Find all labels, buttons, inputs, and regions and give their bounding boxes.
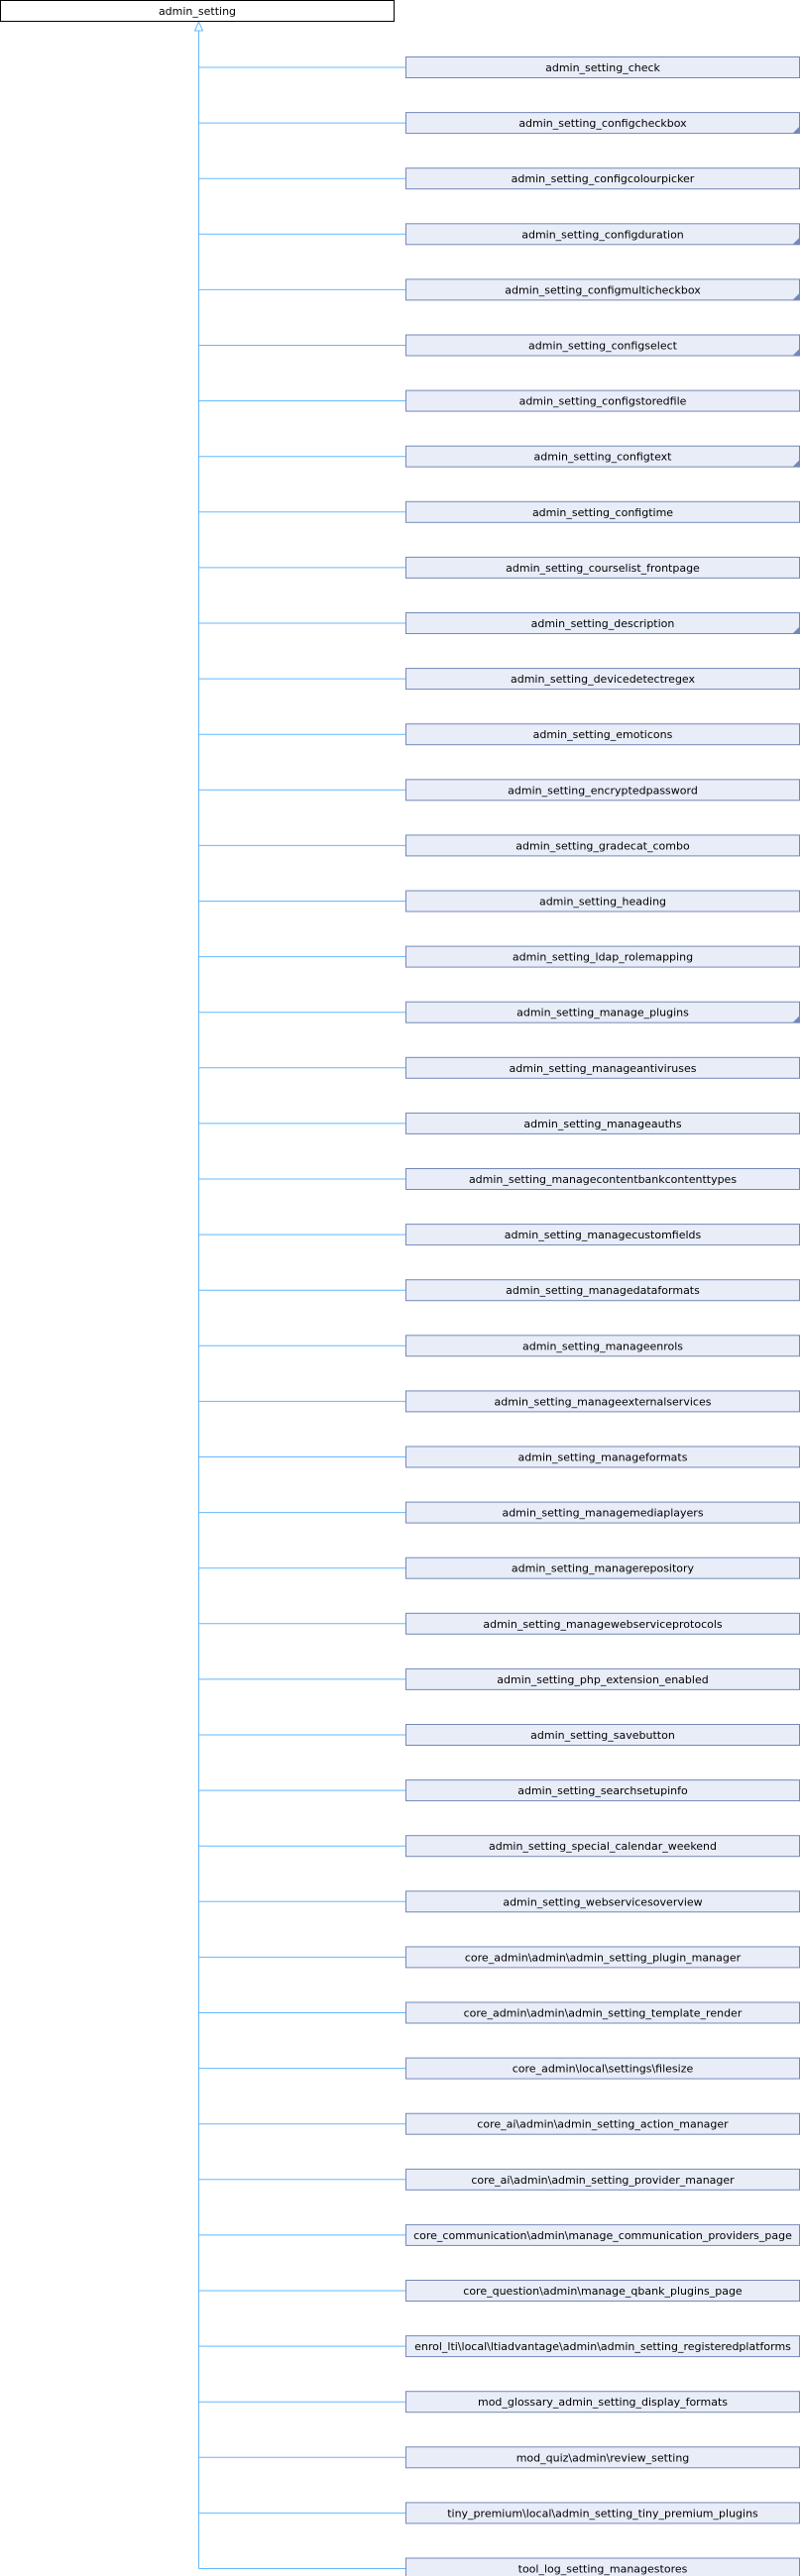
derived-class-label[interactable]: admin_setting_savebutton <box>530 1729 675 1742</box>
derived-class-node[interactable] <box>406 1002 800 1022</box>
derived-class-node[interactable] <box>406 2058 800 2079</box>
derived-class-label[interactable]: admin_setting_configduration <box>521 228 684 242</box>
derived-class-node[interactable] <box>406 1725 800 1746</box>
derived-class-label[interactable]: tool_log_setting_managestores <box>517 2562 688 2576</box>
derived-class-label[interactable]: mod_glossary_admin_setting_display_formats <box>477 2396 729 2410</box>
derived-class-label[interactable]: admin_setting_configtime <box>531 505 674 519</box>
derived-class-node[interactable] <box>406 390 800 411</box>
derived-class-label[interactable]: admin_setting_managerepository <box>511 1561 695 1575</box>
derived-class-label[interactable]: admin_setting_heading <box>538 895 667 909</box>
derived-class-label[interactable]: admin_setting_manageformats <box>517 1450 688 1464</box>
derived-class-label[interactable]: admin_setting_special_calendar_weekend <box>488 1840 718 1854</box>
derived-class-node[interactable] <box>406 501 800 522</box>
derived-class-label[interactable]: admin_setting_description <box>530 617 675 630</box>
derived-class-node[interactable] <box>406 2447 800 2468</box>
derived-class-node[interactable] <box>406 1836 800 1857</box>
derived-class-nodes <box>406 57 800 2576</box>
derived-class-node[interactable] <box>406 1947 800 1968</box>
derived-class-node[interactable] <box>406 1391 800 1412</box>
inheritance-edges <box>195 22 406 2569</box>
derived-class-label[interactable]: admin_setting_manage_plugins <box>516 1006 689 1020</box>
derived-class-node[interactable] <box>406 2169 800 2190</box>
derived-class-label[interactable]: core_communication\admin\manage_communication_providers_page <box>413 2228 792 2242</box>
derived-class-node[interactable] <box>406 1225 800 1245</box>
derived-class-label[interactable]: admin_setting_courselist_frontpage <box>506 561 700 575</box>
derived-class-label[interactable]: core_ai\admin\admin_setting_action_manager <box>477 2117 729 2131</box>
derived-class-node[interactable] <box>406 57 800 78</box>
derived-class-label[interactable]: admin_setting_php_extension_enabled <box>497 1672 709 1686</box>
derived-class-label[interactable]: core_question\admin\manage_qbank_plugins_page <box>463 2285 743 2298</box>
derived-class-node[interactable] <box>406 168 800 189</box>
derived-class-label[interactable]: enrol_lti\local\ltiadvantage\admin\admin_setting_registeredplatforms <box>414 2340 791 2354</box>
derived-class-label[interactable]: admin_setting_managemediaplayers <box>502 1506 704 1520</box>
derived-class-node[interactable] <box>406 279 800 300</box>
derived-class-node[interactable] <box>406 1557 800 1578</box>
derived-class-label[interactable]: admin_setting_configtext <box>533 450 672 464</box>
derived-class-node[interactable] <box>406 2224 800 2245</box>
derived-class-node[interactable] <box>406 1668 800 1689</box>
base-class-node[interactable] <box>1 1 395 22</box>
derived-class-node[interactable] <box>406 780 800 801</box>
derived-class-label[interactable]: tiny_premium\local\admin_setting_tiny_premium_plugins <box>447 2507 758 2521</box>
derived-class-node[interactable] <box>406 1057 800 1078</box>
derived-class-node[interactable] <box>406 2503 800 2523</box>
derived-class-node[interactable] <box>406 113 800 134</box>
derived-class-node[interactable] <box>406 724 800 745</box>
derived-class-label[interactable]: core_admin\admin\admin_setting_plugin_manager <box>464 1951 742 1965</box>
derived-class-node[interactable] <box>406 446 800 467</box>
derived-class-node[interactable] <box>406 2336 800 2357</box>
derived-class-label[interactable]: admin_setting_configcheckbox <box>518 117 687 131</box>
derived-class-label[interactable]: admin_setting_check <box>545 61 660 74</box>
derived-class-label[interactable]: admin_setting_managecustomfields <box>504 1229 702 1242</box>
derived-class-label[interactable]: mod_quiz\admin\review_setting <box>515 2451 690 2465</box>
derived-class-node[interactable] <box>406 2558 800 2576</box>
derived-class-node[interactable] <box>406 1780 800 1801</box>
derived-class-label[interactable]: admin_setting_manageenrols <box>521 1340 684 1353</box>
derived-class-node[interactable] <box>406 335 800 356</box>
derived-class-node[interactable] <box>406 891 800 912</box>
derived-class-node[interactable] <box>406 1447 800 1467</box>
derived-class-label[interactable]: admin_setting_encryptedpassword <box>508 784 698 798</box>
derived-class-node[interactable] <box>406 557 800 578</box>
derived-class-node[interactable] <box>406 1336 800 1356</box>
derived-class-node[interactable] <box>406 2002 800 2023</box>
derived-class-label[interactable]: admin_setting_emoticons <box>532 728 673 742</box>
derived-class-node[interactable] <box>406 2113 800 2134</box>
derived-class-node[interactable] <box>406 1613 800 1634</box>
derived-class-node[interactable] <box>406 1891 800 1912</box>
derived-class-node[interactable] <box>406 669 800 690</box>
derived-class-label[interactable]: admin_setting_gradecat_combo <box>515 839 690 853</box>
derived-class-label[interactable]: admin_setting_devicedetectregex <box>510 673 696 687</box>
derived-class-label[interactable]: admin_setting_configstoredfile <box>518 394 687 408</box>
derived-class-node[interactable] <box>406 1169 800 1190</box>
derived-class-node[interactable] <box>406 1113 800 1133</box>
derived-class-label[interactable]: admin_setting_webservicesoverview <box>503 1895 703 1909</box>
derived-class-label[interactable]: admin_setting_managedataformats <box>506 1284 700 1298</box>
derived-class-label[interactable]: core_ai\admin\admin_setting_provider_manager <box>471 2173 735 2187</box>
derived-class-label[interactable]: admin_setting_configcolourpicker <box>511 172 695 186</box>
derived-class-label[interactable]: admin_setting_searchsetupinfo <box>517 1784 688 1798</box>
derived-class-label[interactable]: admin_setting_manageexternalservices <box>494 1395 712 1409</box>
derived-class-node[interactable] <box>406 1502 800 1523</box>
derived-class-label[interactable]: admin_setting_ldap_rolemapping <box>512 950 694 964</box>
derived-class-label[interactable]: admin_setting_manageantiviruses <box>509 1061 697 1075</box>
derived-class-label[interactable]: admin_setting_configselect <box>528 339 677 353</box>
derived-class-node[interactable] <box>406 2281 800 2302</box>
derived-class-node[interactable] <box>406 224 800 245</box>
derived-class-label[interactable]: admin_setting_manageauths <box>523 1117 682 1130</box>
derived-class-node[interactable] <box>406 1280 800 1301</box>
derived-class-label[interactable]: core_admin\local\settings\filesize <box>512 2062 694 2076</box>
inheritance-arrowhead <box>195 22 203 31</box>
derived-class-node[interactable] <box>406 613 800 634</box>
derived-class-label[interactable]: core_admin\admin\admin_setting_template_render <box>463 2006 743 2020</box>
derived-class-node[interactable] <box>406 835 800 856</box>
derived-class-label[interactable]: admin_setting_managecontentbankcontenttypes <box>468 1173 738 1186</box>
derived-class-label[interactable]: admin_setting_managewebserviceprotocols <box>483 1617 723 1631</box>
derived-class-node[interactable] <box>406 2392 800 2413</box>
base-class-label[interactable]: admin_setting <box>158 5 237 18</box>
derived-class-node[interactable] <box>406 946 800 967</box>
derived-class-label[interactable]: admin_setting_configmulticheckbox <box>505 283 701 297</box>
